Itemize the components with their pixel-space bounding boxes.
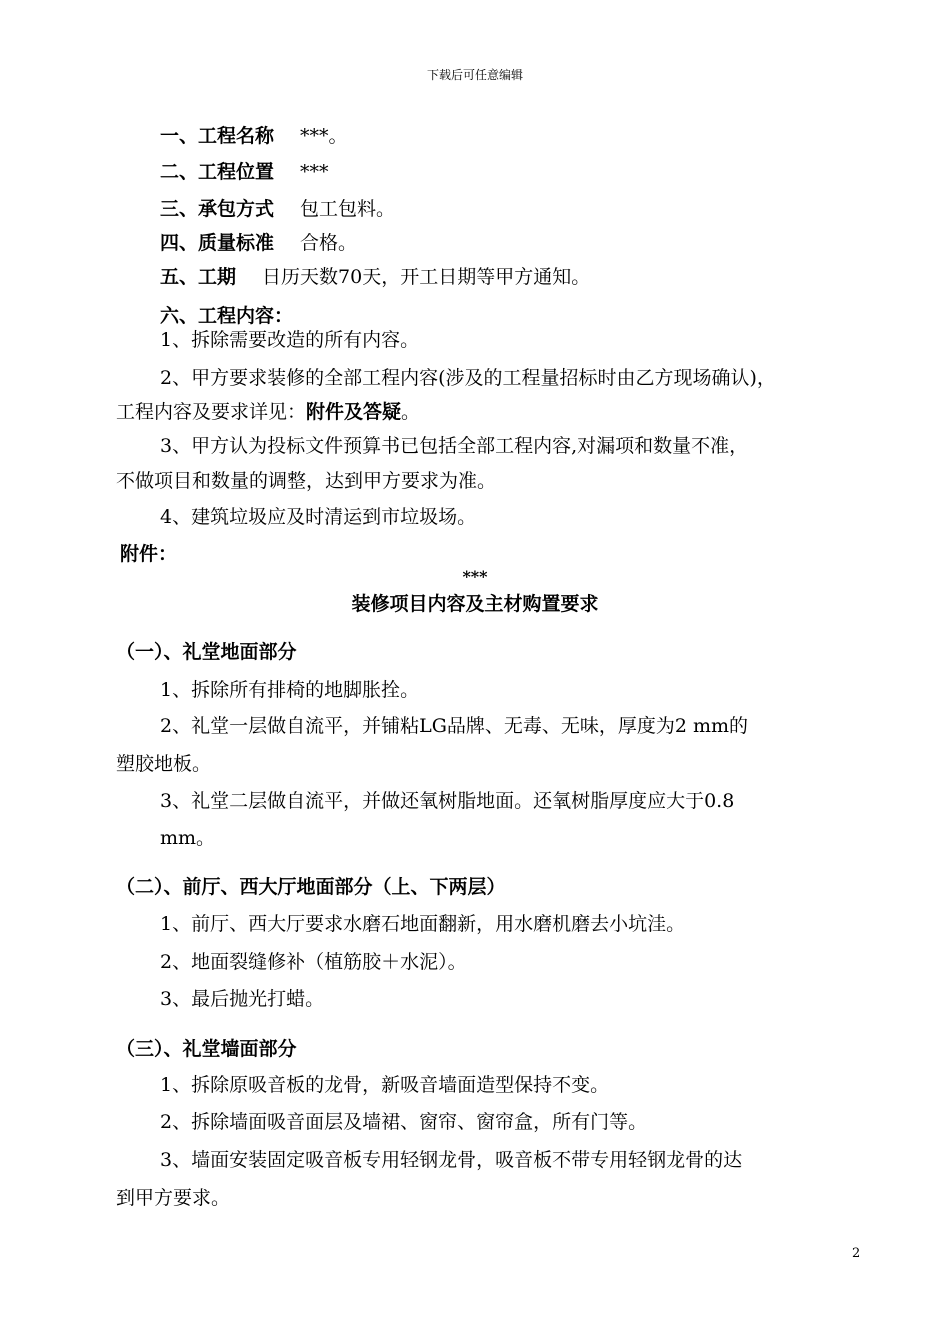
attachment-title-1: *** — [462, 567, 488, 586]
item-value: *** — [300, 161, 329, 183]
content-line-4: 4、建筑垃圾应及时清运到市垃圾场。 — [160, 506, 477, 528]
page-number: 2 — [852, 1246, 861, 1261]
section-heading: （二）、前厅、西大厅地面部分（上、下两层） — [116, 876, 506, 898]
section-line: 2、拆除墙面吸音面层及墙裙、窗帘、窗帘盒，所有门等。 — [160, 1111, 648, 1133]
attachment-title-2: 装修项目内容及主材购置要求 — [351, 593, 599, 615]
item-project-location — [160, 160, 329, 184]
section-heading: （三）、礼堂墙面部分 — [116, 1038, 297, 1060]
item-label: 五、工期 — [160, 266, 237, 288]
content-text: 工程内容及要求详见： — [116, 401, 307, 423]
item-label: 一、工程名称 — [160, 125, 275, 147]
section-line: mm。 — [160, 827, 216, 849]
section-line: 1、前厅、西大厅要求水磨石地面翻新，用水磨机磨去小坑洼。 — [160, 913, 686, 935]
section-line: 到甲方要求。 — [116, 1187, 231, 1209]
content-line-1: 1、拆除需要改造的所有内容。 — [160, 329, 420, 351]
item-value: 日历天数70天，开工日期等甲方通知。 — [262, 266, 591, 288]
item-duration — [160, 265, 590, 289]
item-label: 三、承包方式 — [160, 198, 275, 220]
item-contract-mode — [160, 197, 395, 221]
content-line-3b: 不做项目和数量的调整，达到甲方要求为准。 — [116, 470, 497, 492]
item-content-heading: 六、工程内容： — [160, 305, 294, 327]
item-value: ***。 — [300, 125, 348, 147]
section-line: 2、礼堂一层做自流平，并铺粘LG品牌、无毒、无味，厚度为2 mm的 — [160, 715, 749, 737]
section-line: 1、拆除原吸音板的龙骨，新吸音墙面造型保持不变。 — [160, 1074, 610, 1096]
content-line-3a: 3、甲方认为投标文件预算书已包括全部工程内容,对漏项和数量不准， — [160, 435, 749, 457]
section-line: 1、拆除所有排椅的地脚胀拴。 — [160, 679, 420, 701]
content-line-2b — [116, 400, 420, 424]
section-line: 3、墙面安装固定吸音板专用轻钢龙骨，吸音板不带专用轻钢龙骨的达 — [160, 1149, 743, 1171]
item-project-name — [160, 124, 348, 148]
item-value: 合格。 — [300, 232, 358, 254]
section-line: 塑胶地板。 — [116, 753, 212, 775]
section-heading: （一）、礼堂地面部分 — [116, 641, 297, 663]
attachment-reference: 附件及答疑 — [306, 401, 402, 423]
attachment-label: 附件： — [120, 543, 178, 565]
item-label: 二、工程位置 — [160, 161, 275, 183]
item-label: 四、质量标准 — [160, 232, 275, 254]
item-value: 包工包料。 — [300, 198, 396, 220]
section-line: 2、地面裂缝修补（植筋胶＋水泥）。 — [160, 951, 467, 973]
section-line: 3、礼堂二层做自流平，并做还氧树脂地面。还氧树脂厚度应大于0.8 — [160, 790, 735, 812]
content-text: 。 — [401, 401, 421, 423]
content-line-2a: 2、甲方要求装修的全部工程内容(涉及的工程量招标时由乙方现场确认)， — [160, 367, 776, 389]
section-line: 3、最后抛光打蜡。 — [160, 988, 325, 1010]
item-quality-standard — [160, 231, 357, 255]
page-header: 下载后可任意编辑 — [426, 68, 523, 82]
